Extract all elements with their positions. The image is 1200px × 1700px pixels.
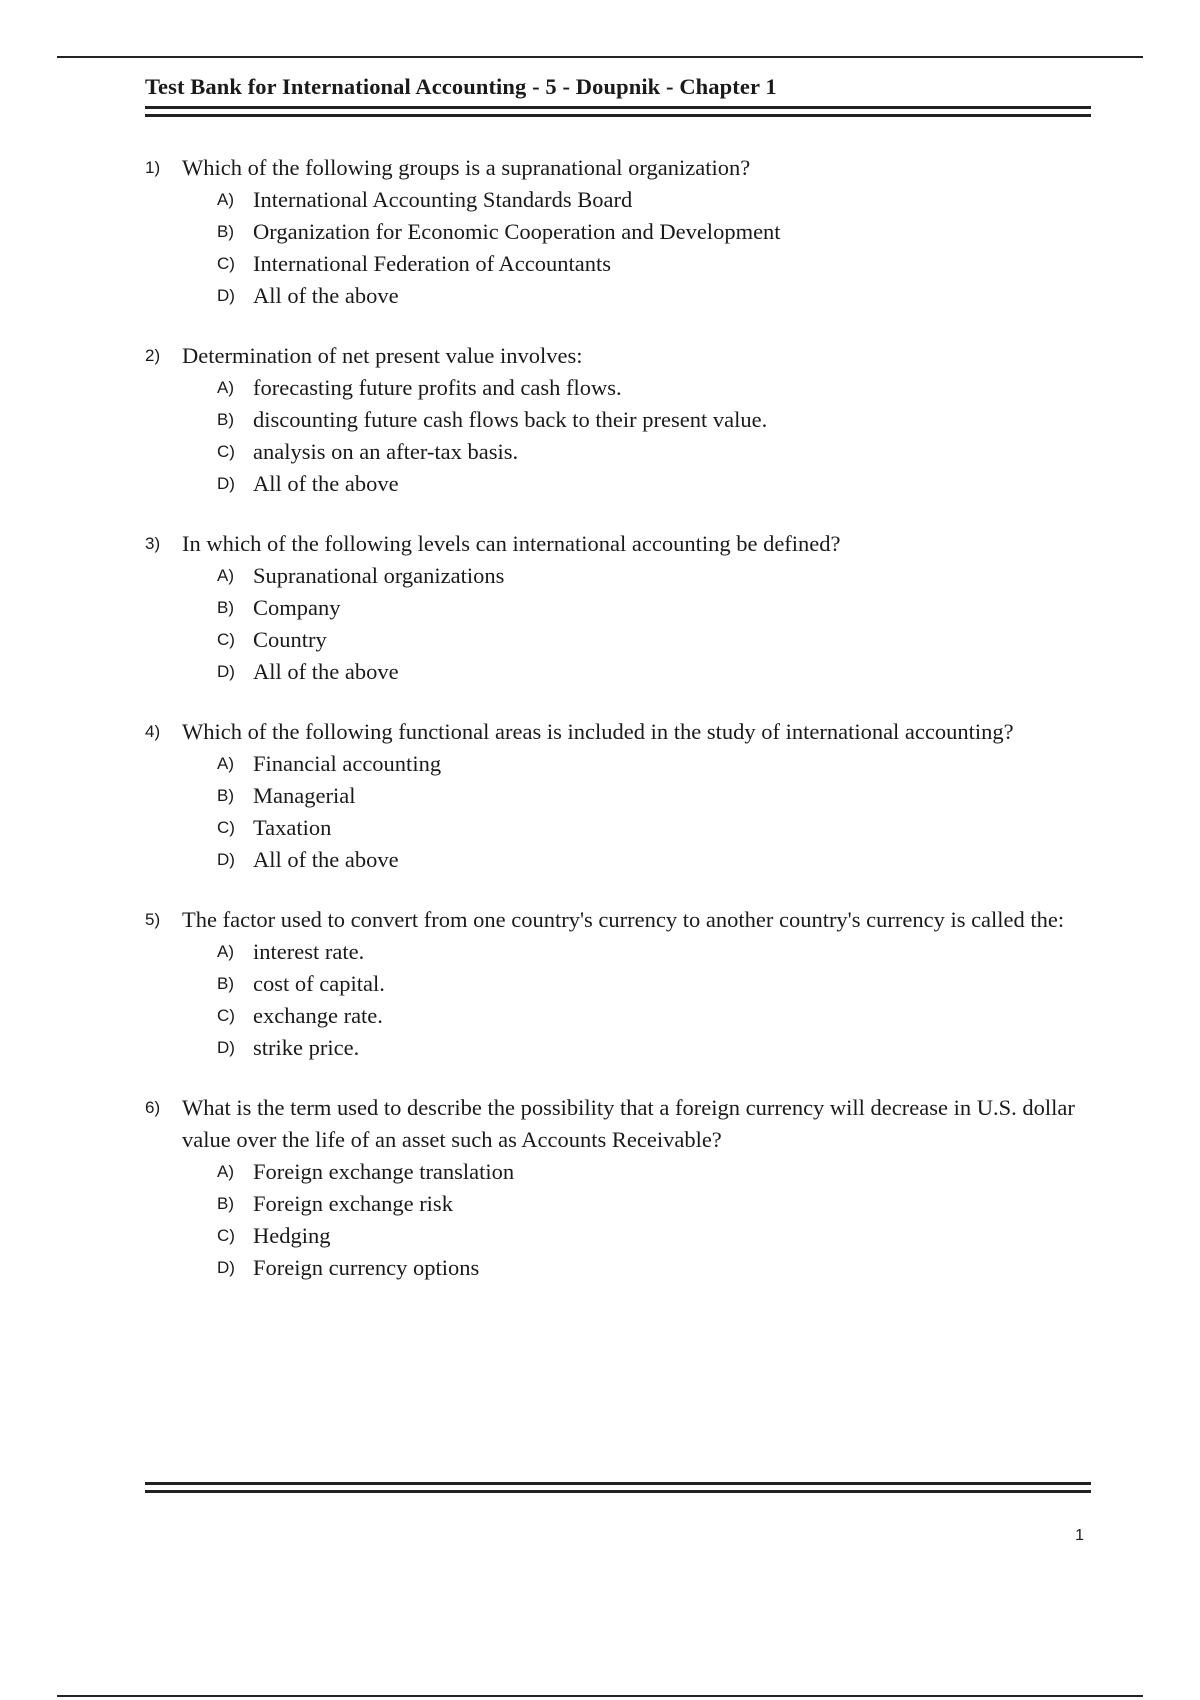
option-a bbox=[217, 936, 1095, 968]
question-text: What is the term used to describe the possibility that a foreign currency will decrease in U.S. dollar value over the life of an asset such as Accounts Receivable? bbox=[182, 1095, 1075, 1152]
option-letter: D) bbox=[217, 474, 235, 493]
option-letter: D) bbox=[217, 1038, 235, 1057]
option-a bbox=[217, 372, 1095, 404]
option-letter: D) bbox=[217, 662, 235, 681]
option-a bbox=[217, 748, 1095, 780]
option-letter: B) bbox=[217, 786, 234, 805]
question-text: The factor used to convert from one country's currency to another country's currency is called the: bbox=[182, 907, 1065, 932]
question-1 bbox=[145, 152, 1095, 312]
page-bottom-border bbox=[57, 1695, 1143, 1697]
option-letter: B) bbox=[217, 974, 234, 993]
option-text: strike price. bbox=[253, 1035, 360, 1060]
question-number: 3) bbox=[145, 534, 161, 553]
option-letter: B) bbox=[217, 1194, 234, 1213]
option-text: Supranational organizations bbox=[253, 563, 505, 588]
option-a bbox=[217, 1156, 1095, 1188]
answer-options bbox=[145, 748, 1095, 876]
option-letter: D) bbox=[217, 1258, 235, 1277]
option-letter: B) bbox=[217, 598, 234, 617]
header-divider bbox=[145, 106, 1091, 117]
option-text: cost of capital. bbox=[253, 971, 385, 996]
option-d bbox=[217, 280, 1095, 312]
question-number: 2) bbox=[145, 346, 161, 365]
question-text: Determination of net present value involves: bbox=[182, 343, 583, 368]
option-text: International Accounting Standards Board bbox=[253, 187, 633, 212]
question-number: 5) bbox=[145, 910, 161, 929]
option-c bbox=[217, 436, 1095, 468]
option-letter: C) bbox=[217, 442, 235, 461]
option-text: forecasting future profits and cash flows. bbox=[253, 375, 622, 400]
page-number: 1 bbox=[1075, 1527, 1084, 1544]
option-text: Hedging bbox=[253, 1223, 331, 1248]
option-letter: B) bbox=[217, 222, 234, 241]
option-b bbox=[217, 780, 1095, 812]
option-letter: D) bbox=[217, 286, 235, 305]
option-b bbox=[217, 968, 1095, 1000]
option-b bbox=[217, 592, 1095, 624]
question-number: 6) bbox=[145, 1098, 161, 1117]
option-a bbox=[217, 560, 1095, 592]
footer-divider bbox=[145, 1482, 1091, 1493]
option-letter: A) bbox=[217, 1162, 234, 1181]
answer-options bbox=[145, 372, 1095, 500]
option-letter: D) bbox=[217, 850, 235, 869]
answer-options bbox=[145, 1156, 1095, 1284]
option-c bbox=[217, 1220, 1095, 1252]
option-text: Managerial bbox=[253, 783, 356, 808]
option-text: interest rate. bbox=[253, 939, 365, 964]
option-b bbox=[217, 216, 1095, 248]
question-text: Which of the following groups is a supranational organization? bbox=[182, 155, 751, 180]
option-text: discounting future cash flows back to their present value. bbox=[253, 407, 768, 432]
question-5 bbox=[145, 904, 1095, 1064]
page-top-border bbox=[57, 56, 1143, 58]
option-letter: C) bbox=[217, 818, 235, 837]
option-text: exchange rate. bbox=[253, 1003, 383, 1028]
option-text: analysis on an after-tax basis. bbox=[253, 439, 519, 464]
option-d bbox=[217, 468, 1095, 500]
option-d bbox=[217, 1032, 1095, 1064]
option-text: Country bbox=[253, 627, 327, 652]
question-3 bbox=[145, 528, 1095, 688]
page-header bbox=[145, 72, 1091, 117]
option-c bbox=[217, 812, 1095, 844]
option-b bbox=[217, 404, 1095, 436]
option-d bbox=[217, 1252, 1095, 1284]
question-number: 1) bbox=[145, 158, 161, 177]
option-text: Taxation bbox=[253, 815, 332, 840]
option-c bbox=[217, 624, 1095, 656]
option-letter: C) bbox=[217, 1226, 235, 1245]
option-letter: C) bbox=[217, 254, 235, 273]
answer-options bbox=[145, 560, 1095, 688]
option-a bbox=[217, 184, 1095, 216]
answer-options bbox=[145, 184, 1095, 312]
option-d bbox=[217, 656, 1095, 688]
option-letter: A) bbox=[217, 754, 234, 773]
question-4 bbox=[145, 716, 1095, 876]
page-title: Test Bank for International Accounting - 5 - Doupnik - Chapter 1 bbox=[145, 74, 777, 99]
option-text: All of the above bbox=[253, 847, 399, 872]
option-letter: C) bbox=[217, 630, 235, 649]
option-text: International Federation of Accountants bbox=[253, 251, 612, 276]
option-b bbox=[217, 1188, 1095, 1220]
option-text: Foreign currency options bbox=[253, 1255, 480, 1280]
option-text: All of the above bbox=[253, 659, 399, 684]
option-text: Foreign exchange risk bbox=[253, 1191, 453, 1216]
option-text: Company bbox=[253, 595, 341, 620]
question-6 bbox=[145, 1092, 1095, 1284]
question-list bbox=[145, 152, 1095, 1312]
option-text: All of the above bbox=[253, 283, 399, 308]
option-text: Foreign exchange translation bbox=[253, 1159, 515, 1184]
option-text: Organization for Economic Cooperation and Development bbox=[253, 219, 781, 244]
option-letter: B) bbox=[217, 410, 234, 429]
option-letter: A) bbox=[217, 566, 234, 585]
option-text: Financial accounting bbox=[253, 751, 442, 776]
option-d bbox=[217, 844, 1095, 876]
option-c bbox=[217, 248, 1095, 280]
question-text: In which of the following levels can international accounting be defined? bbox=[182, 531, 841, 556]
option-letter: A) bbox=[217, 942, 234, 961]
option-c bbox=[217, 1000, 1095, 1032]
option-letter: A) bbox=[217, 190, 234, 209]
option-letter: C) bbox=[217, 1006, 235, 1025]
question-number: 4) bbox=[145, 722, 161, 741]
question-text: Which of the following functional areas is included in the study of international accounting? bbox=[182, 719, 1014, 744]
answer-options bbox=[145, 936, 1095, 1064]
option-letter: A) bbox=[217, 378, 234, 397]
question-2 bbox=[145, 340, 1095, 500]
option-text: All of the above bbox=[253, 471, 399, 496]
